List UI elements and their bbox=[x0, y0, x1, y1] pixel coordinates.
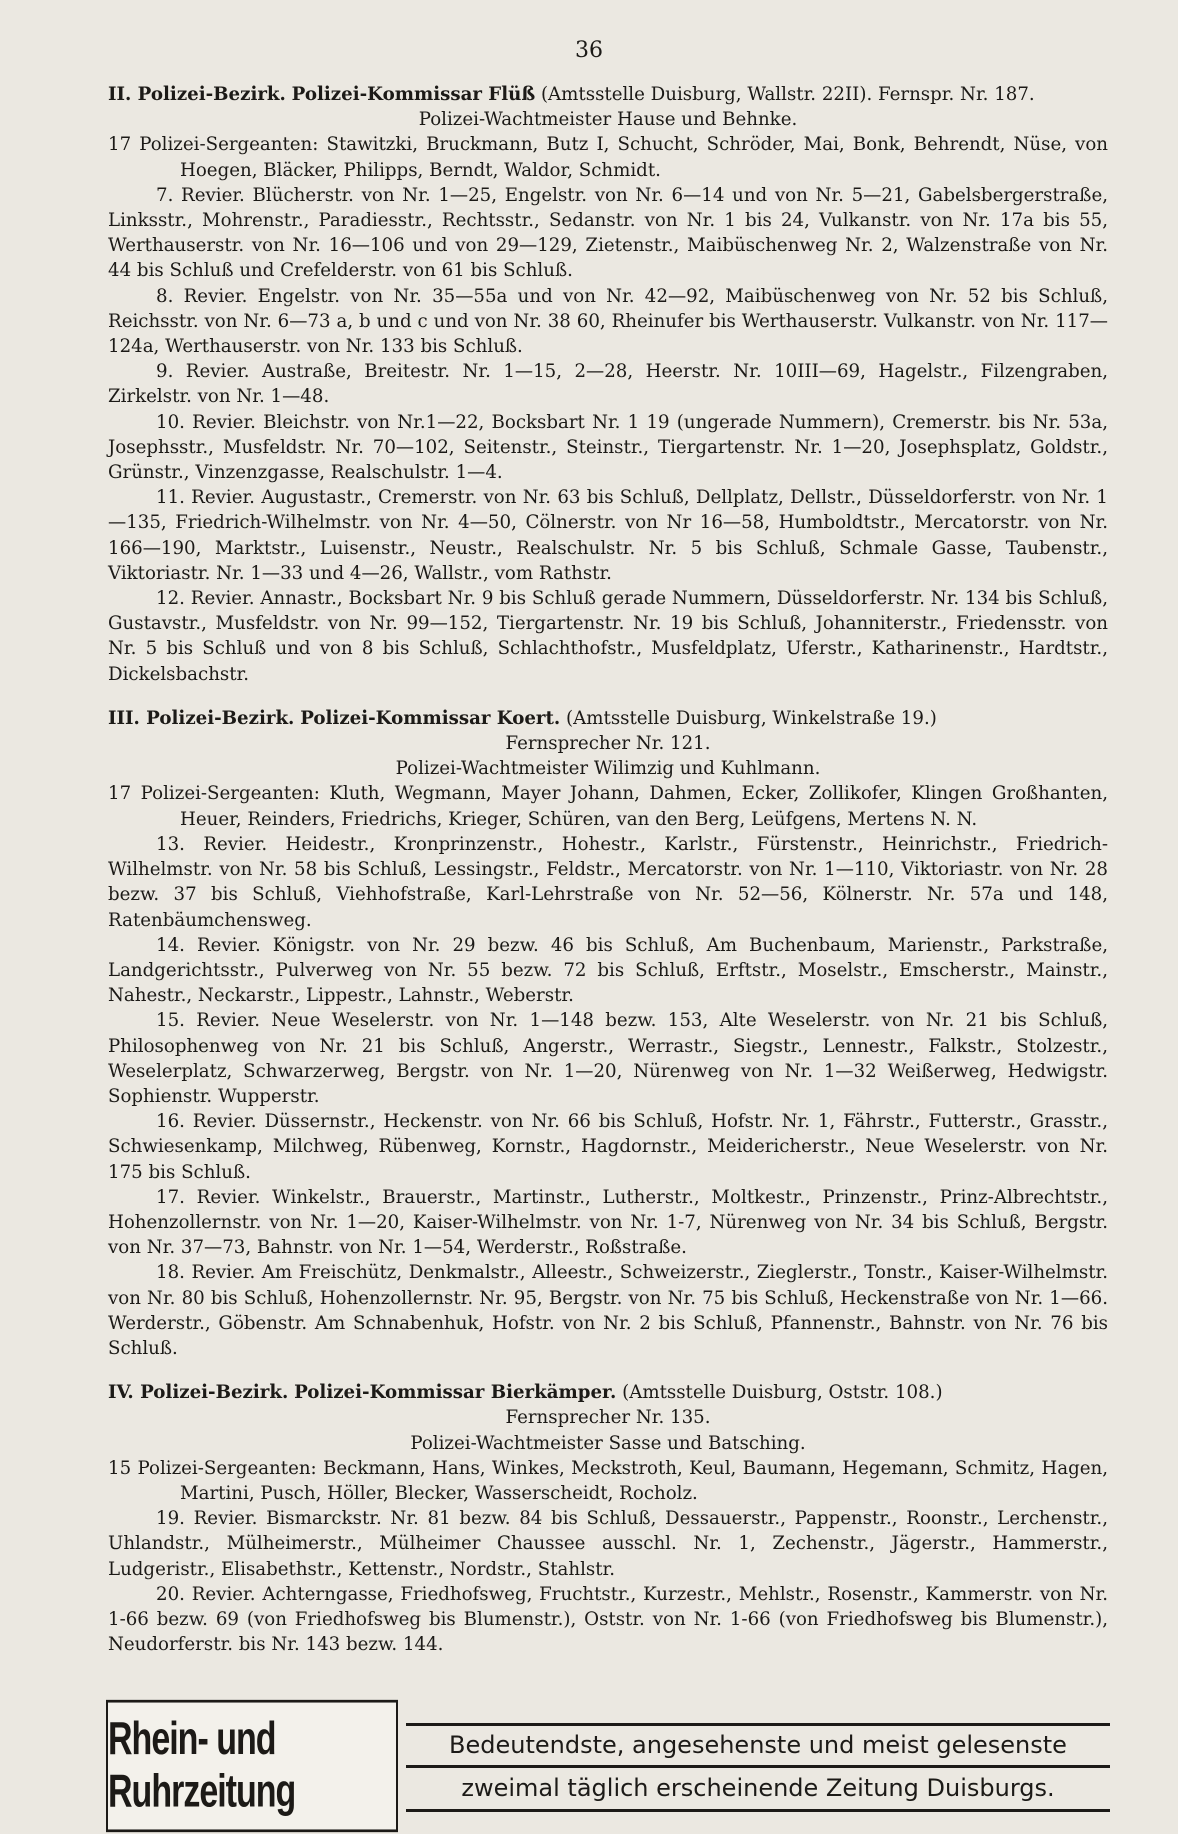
office-address: (Amtsstelle Duisburg, Wallstr. 22II). Fernspr. Nr. 187. bbox=[540, 84, 1035, 105]
revier-paragraph: 9. Revier. Austraße, Breitestr. Nr. 1—15, 2—28, Heerstr. Nr. 10III—69, Hagelstr., Filzengraben, Zirkelstr. von Nr. 1—48. bbox=[108, 361, 1108, 408]
revier-paragraph: 13. Revier. Heidestr., Kronprinzenstr., Hohestr., Karlstr., Fürstenstr., Heinrichstr., Friedrich-Wilhelmstr. von Nr. 58 bis Schluß, Lessingstr., Feldstr., Mercatorstr. von Nr. 1—110, Viktoriastr. von Nr. 28 bezw. 37 bis Schluß, Viehhofstraße, Karl-Lehrstraße von Nr. 52—56, Kölnerstr. Nr. 57a und 148, Ratenbäumchensweg. bbox=[108, 833, 1108, 931]
district-section-ii bbox=[108, 82, 1108, 687]
revier-paragraph: 19. Revier. Bismarckstr. Nr. 81 bezw. 84 bis Schluß, Dessauerstr., Pappenstr., Roonstr., Lerchenstr., Uhlandstr., Mülheimerstr., Mülheimer Chaussee ausschl. Nr. 1, Zechenstr., Jägerstr., Hammerstr., Ludgeristr., Elisabethstr., Kettenstr., Nordstr., Stahlstr. bbox=[108, 1508, 1108, 1580]
ad-rule-bottom bbox=[406, 1809, 1110, 1812]
revier-paragraph: 7. Revier. Blücherstr. von Nr. 1—25, Engelstr. von Nr. 6—14 und von Nr. 5—21, Gabelsbergerstraße, Linksstr., Mohrenstr., Paradiesstr., Rechtsstr., Sedanstr. von Nr. 1 bis 24, Vulkanstr. von Nr. 17a bis 55, Werthauserstr. von Nr. 16—106 und von 29—129, Zietenstr., Maibüschenweg Nr. 2, Walzenstraße von Nr. 44 bis Schluß und Crefelderstr. von 61 bis Schluß. bbox=[108, 184, 1108, 282]
commissioner: Polizei-Kommissar Koert. bbox=[300, 707, 561, 729]
office-address: (Amtsstelle Duisburg, Winkelstraße 19.) bbox=[566, 707, 937, 729]
watchmen: Polizei-Wachtmeister Sasse und Batsching. bbox=[410, 1432, 806, 1454]
district-section-iii bbox=[108, 706, 1108, 1361]
revier-paragraph: 15. Revier. Neue Weselerstr. von Nr. 1—148 bezw. 153, Alte Weselerstr. von Nr. 21 bis Schluß, Philosophenweg von Nr. 21 bis Schluß, Angerstr., Werrastr., Siegstr., Lennestr., Falkstr., Stolzestr., Weselerplatz, Schwarzerweg, Bergstr. von Nr. 1—20, Nürenweg von Nr. 1—32 Weißerweg, Hedwigstr. Sophienstr. Wupperstr. bbox=[108, 1010, 1108, 1107]
newspaper-advertisement bbox=[106, 1713, 1110, 1818]
revier-paragraph: 11. Revier. Augustastr., Cremerstr. von Nr. 63 bis Schluß, Dellplatz, Dellstr., Düsseldorferstr. von Nr. 1—135, Friedrich-Wilhelmstr. von Nr. 4—50, Cölnerstr. von Nr 16—58, Humboldtstr., Mercatorstr. von Nr. 166—190, Marktstr., Luisenstr., Neustr., Realschulstr. Nr. 5 bis Schluß, Schmale Gasse, Taubenstr., Viktoriastr. Nr. 1—33 und 4—26, Wallstr., vom Rathstr. bbox=[108, 487, 1108, 584]
watchmen: Polizei-Wachtmeister Wilimzig und Kuhlmann. bbox=[395, 758, 821, 780]
sergeants: 15 Polizei-Sergeanten: Beckmann, Hans, Winkes, Meckstroth, Keul, Baumann, Hegemann, Schmitz, Hagen, Martini, Pusch, Höller, Blecker, Wasserscheidt, Rocholz. bbox=[108, 1457, 1108, 1504]
revier-paragraph: 14. Revier. Königstr. von Nr. 29 bezw. 46 bis Schluß, Am Buchenbaum, Marienstr., Parkstraße, Landgerichtsstr., Pulverweg von Nr. 55 bezw. 72 bis Schluß, Erftstr., Moselstr., Emscherstr., Mainstr., Nahestr., Neckarstr., Lippestr., Lahnstr., Weberstr. bbox=[108, 934, 1108, 1007]
district-title: III. Polizei-Bezirk. bbox=[108, 707, 295, 729]
revier-paragraph: 8. Revier. Engelstr. von Nr. 35—55a und von Nr. 42—92, Maibüschenweg von Nr. 52 bis Schluß, Reichsstr. von Nr. 6—73 a, b und c und von Nr. 38 60, Rheinufer bis Werthauserstr. Vulkanstr. von Nr. 117—124a, Werthauserstr. von Nr. 133 bis Schluß. bbox=[108, 285, 1108, 358]
commissioner: Polizei-Kommissar Bierkämper. bbox=[294, 1382, 617, 1404]
district-header bbox=[108, 706, 1108, 731]
revier-paragraph: 10. Revier. Bleichstr. von Nr.1—22, Bocksbart Nr. 1 19 (ungerade Nummern), Cremerstr. bis Nr. 53a, Josephsstr., Musfeldstr. Nr. 70—102, Seitenstr., Steinstr., Tiergartenstr. Nr. 1—20, Josephsplatz, Goldstr., Grünstr., Vinzenzgasse, Realschulstr. 1—4. bbox=[108, 411, 1108, 484]
sergeants: 17 Polizei-Sergeanten: Kluth, Wegmann, Mayer Johann, Dahmen, Ecker, Zollikofer, Klingen Großhanten, Heuer, Reinders, Friedrichs, Krieger, Schüren, van den Berg, Leüfgens, Mertens N. N. bbox=[108, 783, 1108, 830]
district-section-iv bbox=[108, 1380, 1108, 1657]
district-header bbox=[108, 82, 1108, 107]
commissioner: Polizei-Kommissar Flüß bbox=[291, 84, 536, 105]
office-address: (Amtsstelle Duisburg, Oststr. 108.) bbox=[622, 1382, 943, 1404]
revier-paragraph: 20. Revier. Achterngasse, Friedhofsweg, Fruchtstr., Kurzestr., Mehlstr., Rosenstr., Kammerstr. von Nr. 1-66 bezw. 69 (von Friedhofsweg bis Blumenstr.), Oststr. von Nr. 1-66 (von Friedhofsweg bis Blumenstr.), Neudorferstr. bis Nr. 143 bezw. 144. bbox=[108, 1583, 1108, 1656]
ad-line-1: Bedeutendste, angesehenste und meist gelesenste bbox=[449, 1731, 1067, 1759]
district-title: IV. Polizei-Bezirk. bbox=[108, 1382, 289, 1404]
revier-paragraph: 18. Revier. Am Freischütz, Denkmalstr., Alleestr., Schweizerstr., Zieglerstr., Tonstr., Kaiser-Wilhelmstr. von Nr. 80 bis Schluß, Hohenzollernstr. Nr. 95, Bergstr. von Nr. 75 bis Schluß, Heckenstraße von Nr. 1—66. Werderstr., Göbenstr. Am Schnabenhuk, Hofstr. von Nr. 2 bis Schluß, Pfannenstr., Bahnstr. von Nr. 76 bis Schluß. bbox=[108, 1262, 1108, 1359]
document-body bbox=[108, 82, 1108, 1676]
ad-rule-middle bbox=[406, 1765, 1110, 1768]
watchmen: Polizei-Wachtmeister Hause und Behnke. bbox=[418, 109, 798, 131]
revier-paragraph: 12. Revier. Annastr., Bocksbart Nr. 9 bis Schluß gerade Nummern, Düsseldorferstr. Nr. 134 bis Schluß, Gustavstr., Musfeldstr. von Nr. 99—152, Tiergartenstr. Nr. 19 bis Schluß, Johanniterstr., Friedensstr. von Nr. 5 bis Schluß und von 8 bis Schluß, Schlachthofstr., Musfeldplatz, Uferstr., Katharinenstr., Hardtstr., Dickelsbachstr. bbox=[108, 588, 1108, 685]
phone-number: Fernsprecher Nr. 121. bbox=[505, 733, 711, 755]
page-number: 36 bbox=[575, 38, 603, 63]
ad-brand-logo: Rhein- und Ruhrzeitung bbox=[106, 1700, 398, 1832]
ad-line-2: zweimal täglich erscheinende Zeitung Duisburgs. bbox=[461, 1774, 1055, 1802]
sergeants: 17 Polizei-Sergeanten: Stawitzki, Bruckmann, Butz I, Schucht, Schröder, Mai, Bonk, Behrendt, Nüse, von Hoegen, Bläcker, Philipps, Berndt, Waldor, Schmidt. bbox=[108, 134, 1108, 181]
phone-number: Fernsprecher Nr. 135. bbox=[505, 1407, 711, 1429]
district-header bbox=[108, 1380, 1108, 1405]
revier-paragraph: 16. Revier. Düssernstr., Heckenstr. von Nr. 66 bis Schluß, Hofstr. Nr. 1, Fährstr., Futterstr., Grasstr., Schwiesenkamp, Milchweg, Rübenweg, Kornstr., Hagdornstr., Meidericherstr., Neue Weselerstr. von Nr. 175 bis Schluß. bbox=[108, 1111, 1108, 1183]
revier-paragraph: 17. Revier. Winkelstr., Brauerstr., Martinstr., Lutherstr., Moltkestr., Prinzenstr., Prinz-Albrechtstr., Hohenzollernstr. von Nr. 1—20, Kaiser-Wilhelmstr. von Nr. 1-7, Nürenweg von Nr. 34 bis Schluß, Bergstr. von Nr. 37—73, Bahnstr. von Nr. 1—54, Werderstr., Roßstraße. bbox=[108, 1186, 1108, 1259]
ad-rule-top bbox=[406, 1723, 1110, 1726]
district-title: II. Polizei-Bezirk. bbox=[108, 84, 286, 105]
